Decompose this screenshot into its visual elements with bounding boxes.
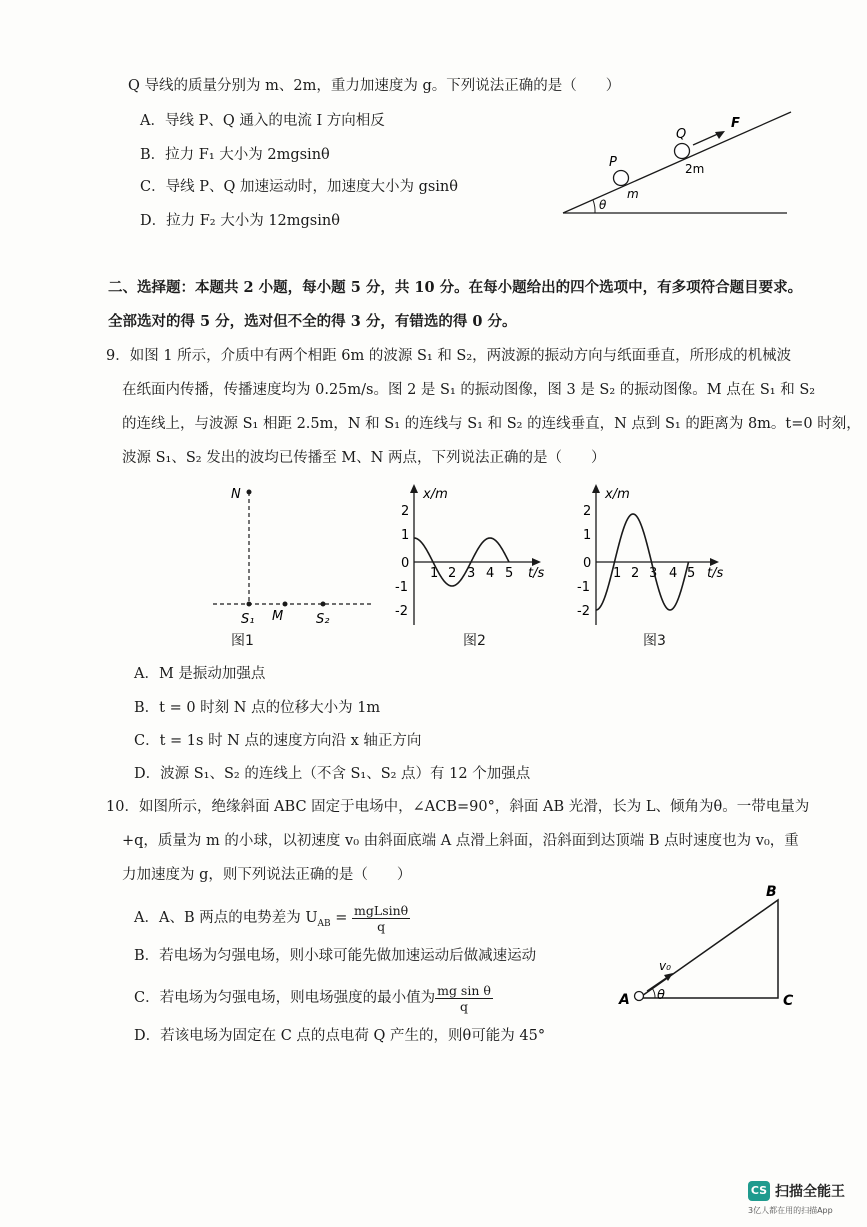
q10-label-a: A (619, 992, 630, 1008)
fig2-xtick-2: 2 (448, 566, 457, 581)
fig1-caption: 图1 (231, 633, 254, 649)
point-m (283, 602, 288, 607)
q10-option-b: B．若电场为匀强电场，则小球可能先做加速运动后做减速运动 (134, 948, 537, 964)
q10-option-c-fraction (435, 983, 493, 1014)
fig2-caption: 图2 (463, 633, 486, 649)
fig1-label-m: M (272, 609, 284, 624)
fig2-x-arrowhead (532, 558, 541, 566)
fig1-label-s1: S₁ (241, 612, 255, 627)
q8-label-theta: θ (599, 198, 607, 212)
q10-line2: +q，质量为 m 的小球，以初速度 v₀ 由斜面底端 A 点滑上斜面，沿斜面到达顶端 B 点时速度也为 v₀，重 (122, 833, 799, 849)
q8-option-a: A．导线 P、Q 通入的电流 I 方向相反 (140, 113, 385, 129)
q8-label-q: Q (676, 127, 687, 142)
q10-option-a-eq: = (330, 910, 353, 926)
q8-stem-tail: Q 导线的质量分别为 m、2m，重力加速度为 g。下列说法正确的是（ ） (128, 78, 621, 94)
fig1-label-s2: S₂ (316, 612, 330, 627)
q9-line2: 在纸面内传播，传播速度均为 0.25m/s。图 2 是 S₁ 的振动图像，图 3 是 S₂ 的振动图像。M 点在 S₁ 和 S₂ (122, 382, 816, 398)
q9-figure1 (205, 480, 380, 630)
q9-figure3 (565, 480, 735, 630)
q8-label-p: P (609, 155, 617, 170)
fig2-ytick-2: 2 (401, 504, 410, 519)
q10-option-d: D．若该电场为固定在 C 点的点电荷 Q 产生的，则θ可能为 45° (134, 1028, 546, 1044)
point-s1 (247, 602, 252, 607)
q10-option-a-numerator: mgLsinθ (354, 902, 409, 918)
fig2-xlabel: t/s (528, 566, 545, 581)
q10-angle-arc (652, 988, 655, 998)
fig2-y-arrowhead (410, 484, 418, 493)
scanner-app-name: 扫描全能王 (775, 1184, 845, 1200)
triangle-abc (639, 900, 778, 998)
q9-line1: 9．如图 1 所示，介质中有两个相距 6m 的波源 S₁ 和 S₂，两波源的振动方向与纸面垂直，所形成的机械波 (106, 348, 792, 364)
q10-option-a-fraction (352, 903, 410, 934)
fig3-xtick-4: 4 (669, 566, 678, 581)
q9-option-b: B．t = 0 时刻 N 点的位移大小为 1m (134, 700, 381, 716)
q10-option-a-denominator: q (377, 918, 386, 934)
q10-option-a-prefix: A．A、B 两点的电势差为 U (134, 910, 318, 926)
fig2-ytick-1: 1 (401, 528, 410, 543)
fig3-xlabel: t/s (707, 566, 724, 581)
wire-p-circle (614, 171, 629, 186)
section2-line2: 全部选对的得 5 分，选对但不全的得 3 分，有错选的得 0 分。 (108, 313, 517, 330)
force-f-arrow (693, 133, 720, 145)
fig2-xtick-4: 4 (486, 566, 495, 581)
q8-angle-arc (593, 200, 595, 213)
q10-label-theta: θ (657, 988, 665, 1003)
q10-label-v0: v₀ (659, 959, 671, 973)
scanner-tagline: 3亿人都在用的扫描App (748, 1206, 833, 1215)
q10-label-b: B (766, 884, 777, 900)
fig2-ytick-0: 0 (401, 556, 410, 571)
fig3-xtick-2: 2 (631, 566, 640, 581)
q10-option-c-prefix: C．若电场为匀强电场，则电场强度的最小值为 (134, 990, 436, 1006)
q10-option-a-sub: AB (317, 918, 331, 929)
fig3-caption: 图3 (643, 633, 666, 649)
q10-option-a (134, 900, 410, 942)
fig2-xtick-5: 5 (505, 566, 514, 581)
ball-at-a (635, 992, 644, 1001)
q8-incline-figure (555, 100, 805, 225)
fig2-ytick-m2: -2 (395, 604, 408, 619)
q9-option-c: C．t = 1s 时 N 点的速度方向沿 x 轴正方向 (134, 733, 422, 749)
q9-line3: 的连线上，与波源 S₁ 相距 2.5m，N 和 S₁ 的连线与 S₁ 和 S₂ 的连线垂直，N 点到 S₁ 的距离为 8m。t=0 时刻， (122, 416, 861, 432)
fig3-ytick-1: 1 (583, 528, 592, 543)
wire-q-circle (675, 144, 690, 159)
q8-label-2m: 2m (685, 162, 705, 176)
q9-option-a: A．M 是振动加强点 (134, 666, 266, 682)
fig3-ytick-m2: -2 (577, 604, 590, 619)
q10-incline-figure (615, 878, 815, 1013)
fig3-ytick-0: 0 (583, 556, 592, 571)
point-s2 (321, 602, 326, 607)
q8-label-f: F (731, 116, 740, 131)
fig3-xtick-3: 3 (649, 566, 658, 581)
fig3-ylabel: x/m (605, 487, 630, 502)
q10-option-c-denominator: q (459, 998, 468, 1014)
q9-line4: 波源 S₁、S₂ 发出的波均已传播至 M、N 两点，下列说法正确的是（ ） (122, 450, 606, 466)
fig3-xtick-1: 1 (613, 566, 622, 581)
q8-option-d: D．拉力 F₂ 大小为 12mgsinθ (140, 213, 340, 229)
q10-line3: 力加速度为 g，则下列说法正确的是（ ） (122, 867, 412, 883)
fig3-x-arrowhead (710, 558, 719, 566)
fig3-y-arrowhead (592, 484, 600, 493)
q10-option-c-numerator: mg sin θ (437, 982, 491, 998)
q8-option-c: C．导线 P、Q 加速运动时，加速度大小为 gsinθ (140, 179, 458, 195)
fig2-xtick-1: 1 (430, 566, 439, 581)
scanner-logo-badge: CS (748, 1181, 770, 1201)
q8-option-b: B．拉力 F₁ 大小为 2mgsinθ (140, 147, 330, 163)
q10-label-c: C (783, 993, 794, 1009)
fig3-ytick-2: 2 (583, 504, 592, 519)
fig2-xtick-3: 3 (467, 566, 476, 581)
fig3-ytick-m1: -1 (577, 580, 590, 595)
point-n (247, 490, 252, 495)
q10-option-c (134, 980, 493, 1016)
fig1-label-n: N (231, 487, 241, 502)
fig2-ytick-m1: -1 (395, 580, 408, 595)
fig3-xtick-5: 5 (687, 566, 696, 581)
fig2-ylabel: x/m (423, 487, 448, 502)
q10-line1: 10．如图所示，绝缘斜面 ABC 固定于电场中，∠ACB=90°，斜面 AB 光滑，长为 L、倾角为θ。一带电量为 (106, 799, 810, 815)
q8-label-m: m (627, 187, 639, 201)
section2-line1: 二、选择题：本题共 2 小题，每小题 5 分，共 10 分。在每小题给出的四个选项中，有多项符合题目要求。 (108, 279, 803, 296)
q9-figure2 (395, 480, 555, 630)
q9-option-d: D．波源 S₁、S₂ 的连线上（不含 S₁、S₂ 点）有 12 个加强点 (134, 766, 531, 782)
